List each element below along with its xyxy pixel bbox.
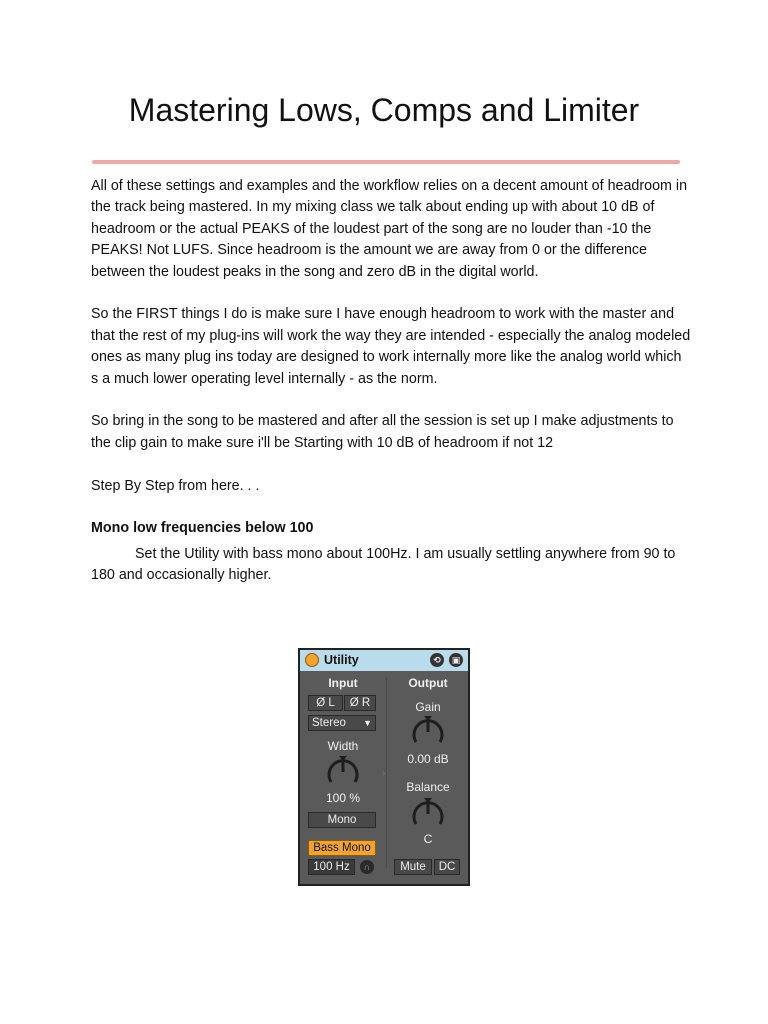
chevron-down-icon: ▼ — [363, 718, 372, 728]
paragraph-headroom: All of these settings and examples and the workflow relies on a decent amount of headroom in the track being mastered. In my mixing class we talk about ending up with about 10 dB of headroom or the actual PEAKS of the loudest part of the song are no louder than -10 the PEAKS! Not LUFS. Since headroom is the amount we are away from 0 or the difference between the loudest peaks in the song and zero dB in the digital world. — [91, 178, 688, 280]
headphones-audition-icon[interactable]: ∩ — [360, 860, 374, 874]
balance-knob[interactable] — [410, 796, 446, 830]
title-divider — [92, 160, 680, 164]
paragraph-clip-gain: So bring in the song to be mastered and after all the session is set up I make adjustments to the clip gain to make sure i'll be Starting with 10 dB of headroom if not 12 — [91, 413, 674, 451]
paragraph-step-by-step: Step By Step from here. . . — [91, 477, 260, 494]
width-value: 100 % — [325, 791, 361, 805]
signal-flow-arrow-icon: › — [382, 768, 386, 779]
hot-swap-icon[interactable]: ⟲ — [430, 653, 444, 667]
bass-mono-frequency-field[interactable]: 100 Hz — [308, 859, 355, 875]
save-preset-icon[interactable]: ▣ — [449, 653, 463, 667]
dc-filter-button[interactable]: DC — [434, 859, 460, 875]
gain-label: Gain — [415, 700, 441, 714]
document-body — [91, 176, 691, 608]
channel-mode-value: Stereo — [312, 717, 346, 729]
page-title: Mastering Lows, Comps and Limiter — [128, 92, 640, 128]
device-name: Utility — [324, 653, 359, 667]
paragraph-bass-mono: Set the Utility with bass mono about 100Hz. I am usually settling anywhere from 90 to 180 and occasionally higher. — [91, 545, 676, 584]
bass-mono-button[interactable]: Bass Mono — [308, 840, 376, 856]
input-section-label: Input — [328, 676, 358, 690]
phase-invert-right-button[interactable]: Ø R — [344, 695, 376, 711]
section-heading: Mono low frequencies below 100 — [91, 520, 314, 537]
width-knob[interactable] — [325, 754, 361, 788]
paragraph-first-things: So the FIRST things I do is make sure I have enough headroom to work with the master and that the rest of my plug-ins will work the way they are intended - especially the analog modeled ones as many plug ins today are designed to work internally more like the analog world which s a much lower operating level internally - as the norm. — [91, 306, 691, 387]
output-section-label: Output — [408, 676, 448, 690]
device-title-bar — [300, 650, 468, 671]
mute-button[interactable]: Mute — [394, 859, 432, 875]
gain-value: 0.00 dB — [407, 752, 449, 766]
section-divider — [386, 678, 387, 868]
gain-knob[interactable] — [410, 714, 446, 748]
utility-device — [298, 648, 470, 886]
balance-label: Balance — [406, 780, 450, 794]
channel-mode-select[interactable] — [308, 715, 376, 731]
width-label: Width — [327, 739, 359, 753]
device-power-button[interactable] — [305, 653, 319, 667]
phase-invert-left-button[interactable]: Ø L — [308, 695, 343, 711]
balance-value: C — [423, 832, 433, 846]
mono-button[interactable]: Mono — [308, 812, 376, 828]
